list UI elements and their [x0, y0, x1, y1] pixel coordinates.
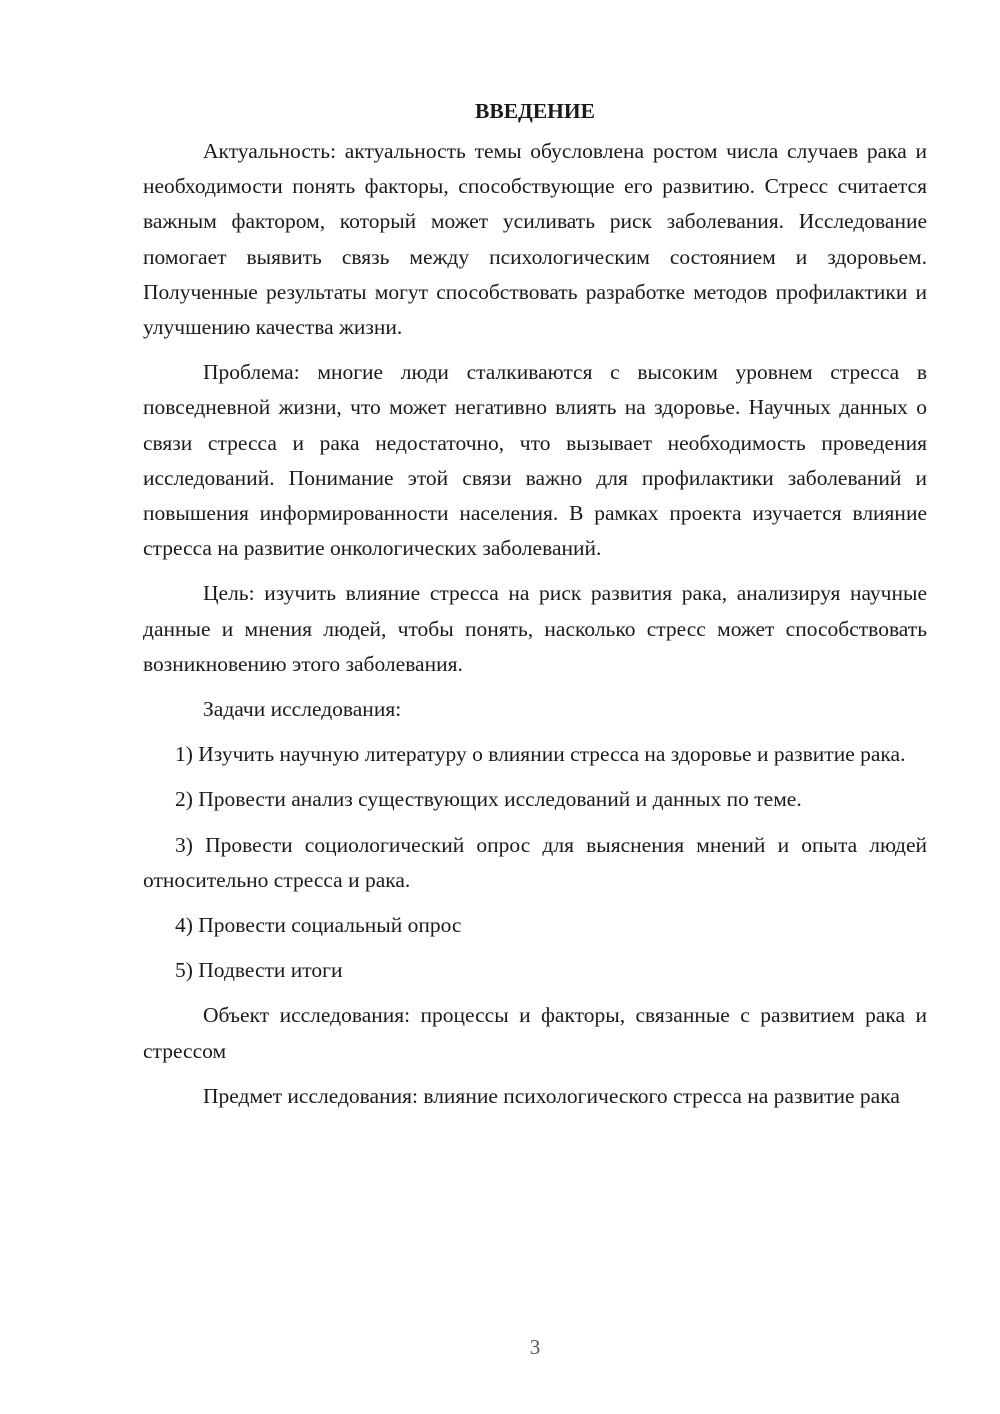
paragraph-goal: Цель: изучить влияние стресса на риск развития рака, анализируя научные данные и мнения людей, чтобы понять, насколько стресс может способствовать возникновению этого заболевания. [143, 581, 927, 676]
task-item-2: 2) Провести анализ существующих исследований и данных по теме. [175, 787, 802, 812]
paragraph-object: Объект исследования: процессы и факторы, связанные с развитием рака и стрессом [143, 1003, 927, 1063]
task-item-1: 1) Изучить научную литературу о влиянии стресса на здоровье и развитие рака. [175, 742, 906, 767]
task-item-3: 3) Провести социологический опрос для выяснения мнений и опыта людей относительно стресса и рака. [143, 832, 927, 892]
task-item-5: 5) Подвести итоги [175, 958, 343, 983]
task-item-4: 4) Провести социальный опрос [175, 913, 462, 938]
section-title: ВВЕДЕНИЕ [475, 99, 595, 123]
page-content [143, 96, 927, 1124]
paragraph-subject: Предмет исследования: влияние психологического стресса на развитие рака [203, 1083, 900, 1108]
paragraph-tasks-heading: Задачи исследования: [203, 697, 402, 722]
paragraph-relevance: Актуальность: актуальность темы обусловлена ростом числа случаев рака и необходимости понять факторы, способствующие его развитию. Стресс считается важным фактором, который может усиливать риск заболевания. Исследование помогает выявить связь между психологическим состоянием и здоровьем. Полученные результаты могут способствовать разработке методов профилактики и улучшению качества жизни. [143, 139, 927, 340]
paragraph-problem: Проблема: многие люди сталкиваются с высоким уровнем стресса в повседневной жизни, что может негативно влиять на здоровье. Научных данных о связи стресса и рака недостаточно, что вызывает необходимость проведения исследований. Понимание этой связи важно для профилактики заболеваний и повышения информированности населения. В рамках проекта изучается влияние стресса на развитие онкологических заболеваний. [143, 360, 927, 561]
page-number: 3 [529, 1335, 541, 1359]
